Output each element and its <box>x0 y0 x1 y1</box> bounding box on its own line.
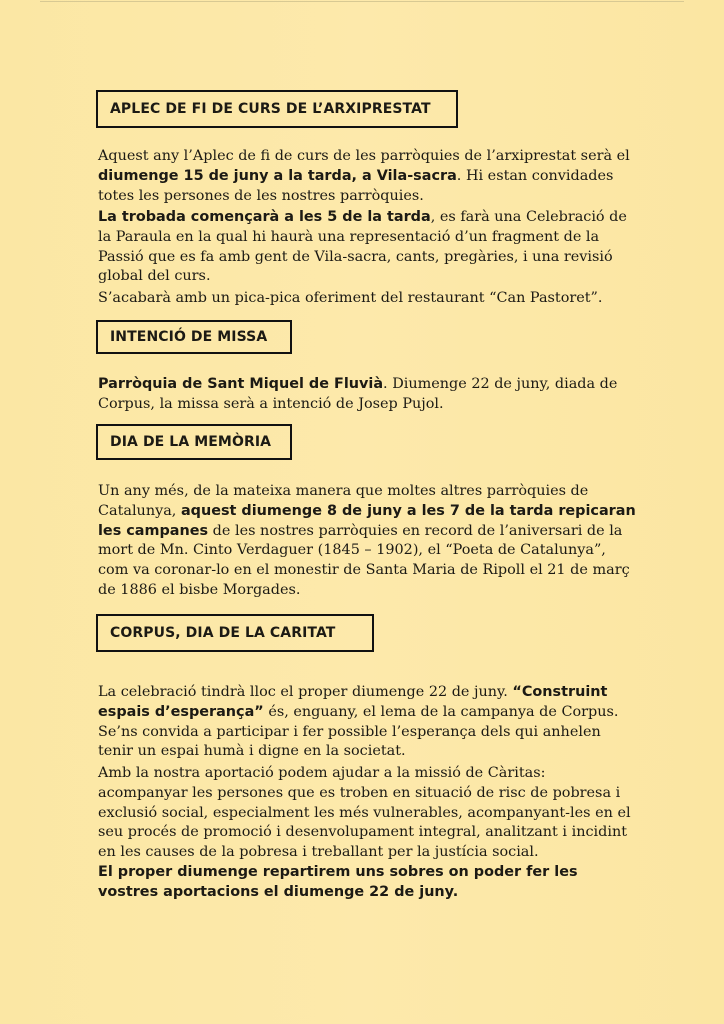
paragraph <box>98 764 638 863</box>
bold-text-run: diumenge 15 de juny a la tarda, a Vila-sacra <box>98 167 457 184</box>
paragraph <box>98 289 638 309</box>
text-run: de les nostres parròquies en record de l’aniversari de la mort de Mn. Cinto Verdaguer (1845 – 1902), el “Poeta de Catalunya”, com va coronar-lo en el monestir de Santa Maria de Ripoll el 21 de març de 1886 el bisbe Morgades. <box>98 522 630 598</box>
section-heading-label: DIA DE LA MEMÒRIA <box>110 434 272 450</box>
top-edge-line <box>40 1 684 2</box>
text-run: és, enguany, el lema de la campanya de Corpus. Se’ns convida a participar i fer possible l’esperança dels qui anhelen tenir un espai humà i digne en la societat. <box>98 703 619 760</box>
bold-text-run: “Construint espais d’esperança” <box>98 684 608 720</box>
bold-text-run: Parròquia de Sant Miquel de Fluvià <box>98 376 384 392</box>
paragraph <box>98 375 638 415</box>
section-heading-corpus <box>96 614 374 652</box>
text-run: . Hi estan convidades totes les persones de les nostres parròquies. <box>98 167 614 204</box>
paragraph <box>98 683 638 762</box>
section-heading-label: INTENCIÓ DE MISSA <box>110 329 268 345</box>
text-run: Amb la nostra aportació podem ajudar a la missió de Càritas: acompanyar les persones que es troben en situació de risc de pobresa i exclusió social, especialment les més vulnerables, acompanyant-les en el seu procés de promoció i desenvolupament integral, analitzant i incidint en les causes de la pobresa i treballant per la justícia social. <box>98 765 631 861</box>
text-run: , es farà una Celebració de la Paraula en la qual hi haurà una representació d’un fragment de la Passió que es fa amb gent de Vila-sacra, cants, pregàries, i una revisió global del curs. <box>98 209 627 285</box>
section-heading-memoria <box>96 424 292 460</box>
text-run: La celebració tindrà lloc el proper diumenge 22 de juny. <box>98 684 513 700</box>
paragraph <box>98 863 638 903</box>
section-heading-intencio <box>96 320 292 354</box>
paragraph <box>98 208 638 287</box>
bold-text-run: aquest diumenge 8 de juny a les 7 de la tarda repicaran les campanes <box>98 502 636 539</box>
text-run: S’acabarà amb un pica-pica oferiment del restaurant “Can Pastoret”. <box>98 290 603 306</box>
text-run: . Diumenge 22 de juny, diada de Corpus, la missa serà a intenció de Josep Pujol. <box>98 376 618 412</box>
text-run: Un any més, de la mateixa manera que moltes altres parròquies de Catalunya, <box>98 483 589 519</box>
section-heading-aplec <box>96 90 458 128</box>
bold-text-run: El proper diumenge repartirem uns sobres on poder fer les vostres aportacions el diumenge 22 de juny. <box>98 864 578 900</box>
paragraph <box>98 147 638 206</box>
paragraph <box>98 482 638 601</box>
bold-text-run: La trobada començarà a les 5 de la tarda <box>98 209 431 225</box>
text-run: Aquest any l’Aplec de fi de curs de les parròquies de l’arxiprestat serà el <box>98 148 630 164</box>
section-heading-label: CORPUS, DIA DE LA CARITAT <box>110 625 336 641</box>
section-heading-label: APLEC DE FI DE CURS DE L’ARXIPRESTAT <box>110 101 431 117</box>
